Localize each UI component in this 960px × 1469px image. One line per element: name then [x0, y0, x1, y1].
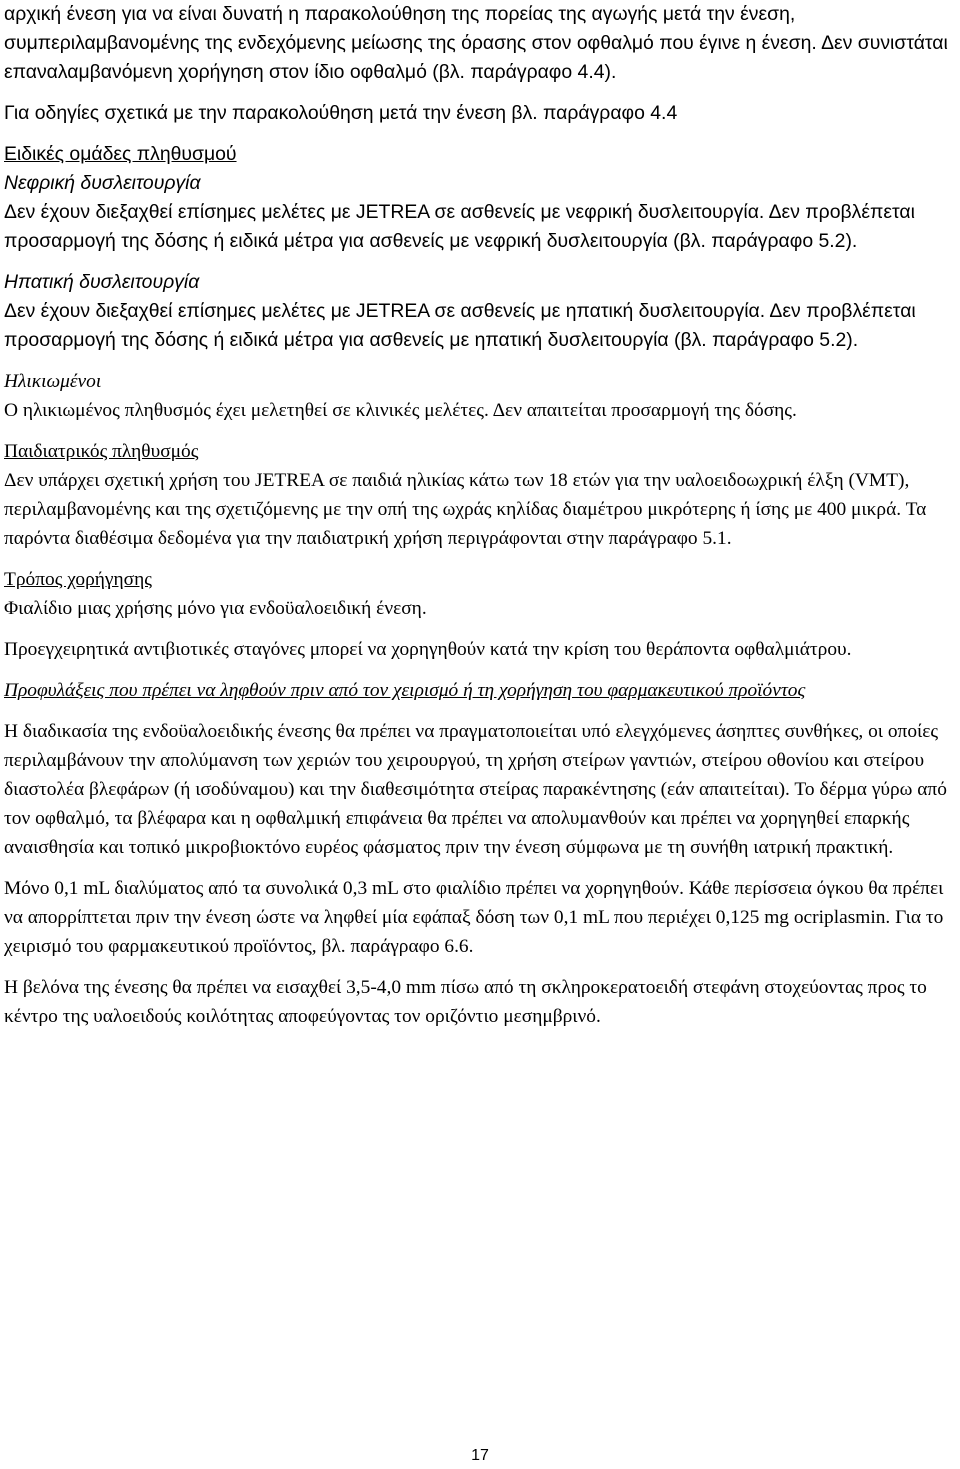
- precautions-paragraph-2: Μόνο 0,1 mL διαλύματος από τα συνολικά 0,3 mL στο φιαλίδιο πρέπει να χορηγηθούν. Κάθε περίσσεια όγκου θα πρέπει να απορρίπτεται πριν την ένεση ώστε να ληφθεί μία εφάπαξ δόση των 0,1 mL που περιέχει 0,125 mg ocriplasmin. Για το χειρισμό του φαρμακευτικού προϊόντος, βλ. παράγραφο 6.6.: [4, 878, 944, 957]
- administration-heading: Τρόπος χορήγησης: [4, 569, 152, 590]
- renal-title: Νεφρική δυσλειτουργία: [4, 172, 201, 194]
- precautions-paragraph-3: Η βελόνα της ένεσης θα πρέπει να εισαχθεί 3,5-4,0 mm πίσω από τη σκληροκερατοειδή στεφάνη στοχεύοντας προς το κέντρο της υαλοειδούς κοιλότητας αποφεύγοντας τον οριζόντιο μεσημβρινό.: [4, 977, 927, 1027]
- precautions-paragraph-1: Η διαδικασία της ενδοϋαλοειδικής ένεσης θα πρέπει να πραγματοποιείται υπό ελεγχόμενες άσηπτες συνθήκες, οι οποίες περιλαμβάνουν την απολύμανση των χεριών του χειρουργού, τη χρήση στείρων γαντιών, στείρου οθονίου και στείρου διαστολέα βλεφάρων (ή ισοδύναμου) και την διαθεσιμότητα στείρας παρακέντησης (εάν απαιτείται). Το δέρμα γύρω από τον οφθαλμό, τα βλέφαρα και η οφθαλμική επιφάνεια θα πρέπει να απολυμανθούν και πρέπει να χορηγηθεί επαρκής αναισθησία και τοπικό μικροβιοκτόνο ευρέος φάσματος πριν την ένεση σύμφωνα με τη συνήθη ιατρική πρακτική.: [4, 721, 947, 858]
- elderly-title: Ηλικιωμένοι: [4, 371, 102, 392]
- intro-paragraph-2: Για οδηγίες σχετικά με την παρακολούθηση μετά την ένεση βλ. παράγραφο 4.4: [4, 102, 678, 124]
- precautions-heading: Προφυλάξεις που πρέπει να ληφθούν πριν από τον χειρισμό ή τη χορήγηση του φαρμακευτικού προϊόντος: [4, 680, 806, 701]
- renal-text: Δεν έχουν διεξαχθεί επίσημες μελέτες με JETREA σε ασθενείς με νεφρική δυσλειτουργία. Δεν προβλέπεται προσαρμογή της δόσης ή ειδικά μέτρα για ασθενείς με νεφρική δυσλειτουργία (βλ. παράγραφο 5.2).: [4, 201, 915, 252]
- paediatric-text: Δεν υπάρχει σχετική χρήση του JETREA σε παιδιά ηλικίας κάτω των 18 ετών για την υαλοειδοωχρική έλξη (VMT), περιλαμβανομένης και της σχετιζόμενης με την οπή της ωχράς κηλίδας διαμέτρου μικρότερης ή ίσης με 400 μικρά. Τα παρόντα διαθέσιμα δεδομένα για την παιδιατρική χρήση περιγράφονται στην παράγραφο 5.1.: [4, 470, 927, 549]
- elderly-text: Ο ηλικιωμένος πληθυσμός έχει μελετηθεί σε κλινικές μελέτες. Δεν απαιτείται προσαρμογή της δόσης.: [4, 400, 797, 421]
- hepatic-text: Δεν έχουν διεξαχθεί επίσημες μελέτες με JETREA σε ασθενείς με ηπατική δυσλειτουργία. Δεν προβλέπεται προσαρμογή της δόσης ή ειδικά μέτρα για ασθενείς με ηπατική δυσλειτουργία (βλ. παράγραφο 5.2).: [4, 300, 916, 351]
- intro-paragraph-1: αρχική ένεση για να είναι δυνατή η παρακολούθηση της πορείας της αγωγής μετά την ένεση, συμπεριλαμβανομένης της ενδεχόμενης μείωσης της όρασης στον οφθαλμό που έγινε η ένεση. Δεν συνιστάται επαναλαμβανόμενη χορήγηση στον ίδιο οφθαλμό (βλ. παράγραφο 4.4).: [4, 3, 948, 83]
- administration-paragraph-2: Προεγχειρητικά αντιβιοτικές σταγόνες μπορεί να χορηγηθούν κατά την κρίση του θεράποντα οφθαλμιάτρου.: [4, 639, 852, 660]
- document-page: [4, 0, 958, 1031]
- hepatic-title: Ηπατική δυσλειτουργία: [4, 271, 200, 293]
- page-number: 17: [471, 1447, 489, 1464]
- paediatric-title: Παιδιατρικός πληθυσμός: [4, 441, 199, 462]
- administration-paragraph-1: Φιαλίδιο μιας χρήσης μόνο για ενδοϋαλοειδική ένεση.: [4, 598, 427, 619]
- special-populations-heading: Ειδικές ομάδες πληθυσμού: [4, 143, 237, 165]
